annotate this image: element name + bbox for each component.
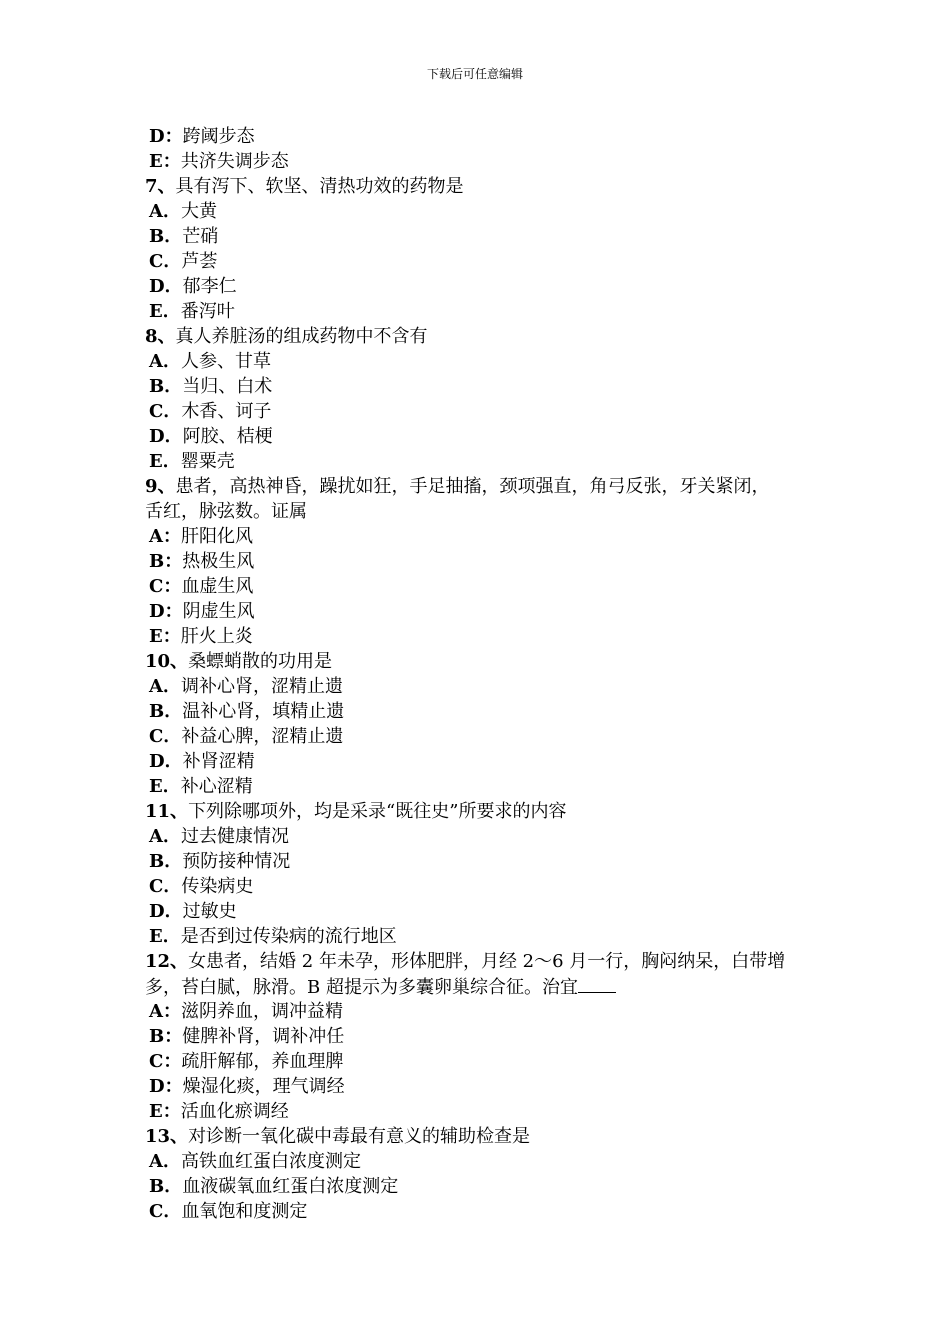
option-item: E．是否到过传染病的流行地区 [149,926,397,947]
option-item: C：疏肝解郁，养血理脾 [149,1051,344,1072]
question-9: 9、患者，高热神昏，躁扰如狂，手足抽搐，颈项强直，角弓反张，牙关紧闭， [145,476,770,497]
question-12: 12、女患者，结婚 2 年未孕，形体肥胖，月经 2～6 月一行，胸闷纳呆，白带增 [145,951,786,972]
question-12-continued: 多，苔白腻，脉滑。B 超提示为多囊卵巢综合征。治宜 [145,974,815,999]
document-content [145,124,815,1224]
option-item: E．罂粟壳 [149,451,235,472]
option-item: A．调补心肾，涩精止遗 [149,676,343,697]
option-item: D．郁李仁 [149,276,237,297]
option-item: D：跨阈步态 [149,126,255,147]
option-item: A．高铁血红蛋白浓度测定 [149,1151,361,1172]
option-item: B．温补心肾，填精止遗 [149,701,345,722]
option-item: E．番泻叶 [149,301,235,322]
page-header: 下载后可任意编辑 [426,67,523,81]
question-11: 11、下列除哪项外，均是采录“既往史”所要求的内容 [145,801,567,822]
option-item: B：热极生风 [149,551,255,572]
option-item: D．阿胶、桔梗 [149,426,273,447]
option-item: B．当归、白术 [149,376,273,397]
option-item: A：滋阴养血，调冲益精 [149,1001,343,1022]
option-item: B：健脾补肾，调补冲任 [149,1026,345,1047]
option-item: A：肝阳化风 [149,526,253,547]
option-item: E．补心涩精 [149,776,253,797]
option-item: D：阴虚生风 [149,601,255,622]
question-7: 7、具有泻下、软坚、清热功效的药物是 [145,176,464,197]
option-item: C．木香、诃子 [149,401,272,422]
option-item: D．过敏史 [149,901,237,922]
option-item: C．补益心脾，涩精止遗 [149,726,344,747]
option-item: B．预防接种情况 [149,851,291,872]
question-9-continued: 舌红，脉弦数。证属 [145,501,307,522]
option-item: D．补肾涩精 [149,751,255,772]
option-item: A．大黄 [149,201,217,222]
question-10: 10、桑螵蛸散的功用是 [145,651,333,672]
option-item: C．传染病史 [149,876,254,897]
question-13: 13、对诊断一氧化碳中毒最有意义的辅助检查是 [145,1126,531,1147]
option-item: E：活血化瘀调经 [149,1101,289,1122]
option-item: C．芦荟 [149,251,218,272]
option-item: C：血虚生风 [149,576,254,597]
option-item: B．血液碳氧血红蛋白浓度测定 [149,1176,399,1197]
option-item: E：肝火上炎 [149,626,253,647]
option-item: E：共济失调步态 [149,151,289,172]
answer-blank [578,974,616,993]
question-8: 8、真人养脏汤的组成药物中不含有 [145,326,428,347]
option-item: A．人参、甘草 [149,351,271,372]
option-item: A．过去健康情况 [149,826,289,847]
option-item: D：燥湿化痰，理气调经 [149,1076,345,1097]
option-item: C．血氧饱和度测定 [149,1201,308,1222]
option-item: B．芒硝 [149,226,219,247]
